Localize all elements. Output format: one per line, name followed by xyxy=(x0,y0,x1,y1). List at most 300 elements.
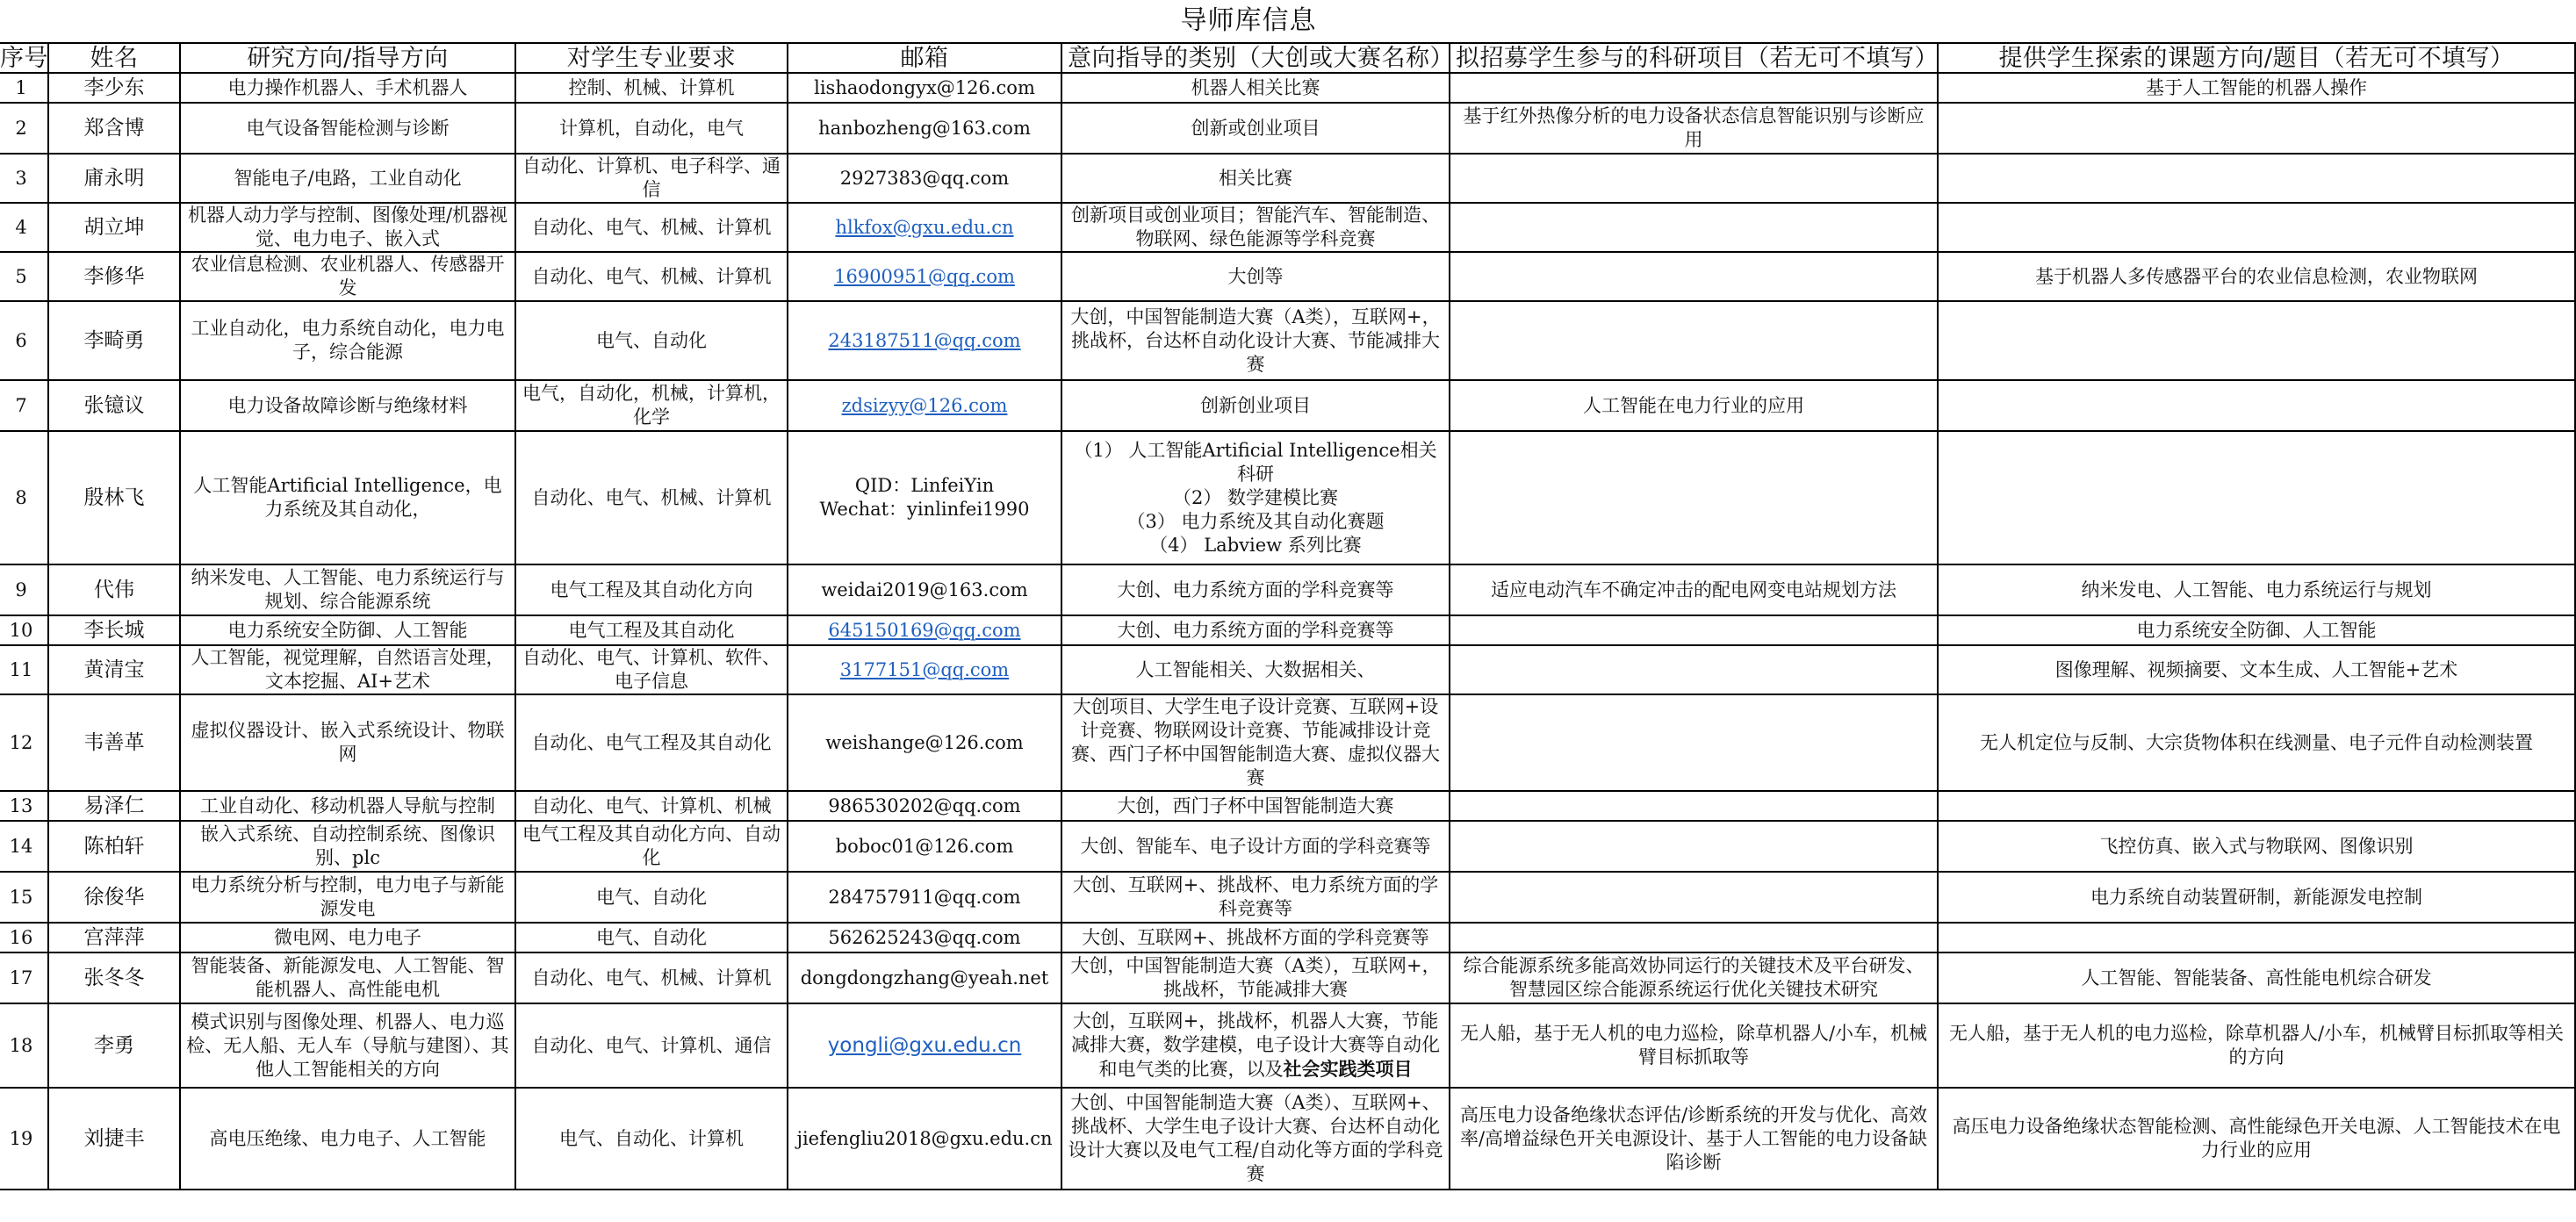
cell-category xyxy=(1061,431,1450,564)
cell-name xyxy=(48,564,180,615)
cell-name xyxy=(48,252,180,301)
cell-category xyxy=(1061,73,1450,103)
cell-text: 自动化、电气、机械、计算机 xyxy=(531,967,772,988)
cell-text: 李少东 xyxy=(83,75,145,99)
cell-text: 15 xyxy=(9,886,33,908)
cell-major xyxy=(515,380,788,431)
cell-category xyxy=(1061,380,1450,431)
cell-direction xyxy=(180,645,515,694)
cell-text: （3） 电力系统及其自动化赛题 xyxy=(1126,510,1385,532)
cell-direction xyxy=(180,791,515,821)
cell-direction xyxy=(180,203,515,252)
cell-text: 大创等 xyxy=(1227,265,1284,287)
cell-major xyxy=(515,203,788,252)
cell-name xyxy=(48,103,180,154)
cell-text: 13 xyxy=(9,794,33,816)
header-topic: 提供学生探索的课题方向/题目（若无可不填写） xyxy=(1938,43,2575,73)
cell-name xyxy=(48,923,180,952)
cell-name xyxy=(48,791,180,821)
cell-email xyxy=(788,154,1061,203)
cell-text: 微电网、电力电子 xyxy=(274,926,421,948)
cell-number xyxy=(0,615,48,645)
cell-major xyxy=(515,154,788,203)
cell-text: 11 xyxy=(9,658,33,680)
cell-text: 模式识别与图像处理、机器人、电力巡检、无人船、无人车（导航与建图）、其他人工智能相关的方向 xyxy=(186,1010,509,1080)
cell-text: 自动化、电气工程及其自动化 xyxy=(531,731,772,753)
cell-email xyxy=(788,103,1061,154)
cell-text: 大创，中国智能制造大赛（A类），互联网+，挑战杯，节能减排大赛 xyxy=(1070,955,1441,1000)
cell-name xyxy=(48,952,180,1003)
cell-topic xyxy=(1938,154,2575,203)
cell-text: 大创、电力系统方面的学科竞赛等 xyxy=(1117,619,1394,641)
table-row xyxy=(0,301,2575,380)
cell-number xyxy=(0,203,48,252)
cell-text: 韦善革 xyxy=(83,730,145,754)
cell-category xyxy=(1061,154,1450,203)
cell-text: 黄清宝 xyxy=(83,658,145,681)
cell-text: 电力系统自动装置研制，新能源发电控制 xyxy=(2090,886,2422,908)
cell-major xyxy=(515,252,788,301)
header-direction: 研究方向/指导方向 xyxy=(180,43,515,73)
cell-category xyxy=(1061,301,1450,380)
table-row xyxy=(0,1088,2575,1190)
cell-text: 代伟 xyxy=(94,578,134,601)
cell-category xyxy=(1061,1003,1450,1088)
cell-text: hanbozheng@163.com xyxy=(818,117,1031,139)
cell-text: 创新或创业项目 xyxy=(1191,117,1320,139)
cell-name xyxy=(48,1003,180,1088)
cell-number xyxy=(0,1003,48,1088)
cell-major xyxy=(515,694,788,791)
cell-major xyxy=(515,564,788,615)
cell-email[interactable] xyxy=(788,645,1061,694)
cell-text: 电气、自动化 xyxy=(596,886,707,908)
cell-text: 纳米发电、人工智能、电力系统运行与规划 xyxy=(2081,579,2432,600)
cell-text: 大创，西门子杯中国智能制造大赛 xyxy=(1117,794,1394,816)
cell-text: 计算机，自动化，电气 xyxy=(559,117,744,139)
cell-text: 人工智能，视觉理解，自然语言处理，文本挖掘、AI+艺术 xyxy=(191,647,505,692)
cell-direction xyxy=(180,615,515,645)
cell-topic xyxy=(1938,380,2575,431)
cell-text: 自动化、电气、计算机、通信 xyxy=(531,1034,772,1056)
cell-number xyxy=(0,301,48,380)
cell-category xyxy=(1061,615,1450,645)
cell-text: lishaodongyx@126.com xyxy=(814,76,1035,98)
cell-name xyxy=(48,821,180,872)
cell-text: （4） Labview 系列比赛 xyxy=(1149,534,1362,556)
email-link[interactable]: 3177151@qq.com xyxy=(839,658,1010,680)
cell-email xyxy=(788,694,1061,791)
cell-email xyxy=(788,952,1061,1003)
cell-number xyxy=(0,103,48,154)
cell-project xyxy=(1450,73,1938,103)
cell-text: 人工智能在电力行业的应用 xyxy=(1583,394,1804,416)
cell-project xyxy=(1450,694,1938,791)
header-name: 姓名 xyxy=(48,43,180,73)
cell-major xyxy=(515,103,788,154)
cell-text: 1 xyxy=(15,76,27,98)
cell-text: 胡立坤 xyxy=(83,215,145,239)
cell-text: 2 xyxy=(15,117,27,139)
header-row xyxy=(0,43,2575,73)
cell-email[interactable] xyxy=(788,252,1061,301)
cell-text: 虚拟仪器设计、嵌入式系统设计、物联网 xyxy=(191,720,505,765)
cell-text: 李畸勇 xyxy=(83,328,145,352)
cell-direction xyxy=(180,1088,515,1190)
cell-text: 高压电力设备绝缘状态评估/诊断系统的开发与优化、高效率/高增益绿色开关电源设计、基于人工智能的电力设备缺陷诊断 xyxy=(1459,1103,1928,1173)
cell-text: 3 xyxy=(15,167,27,189)
cell-text-bold: 社会实践类项目 xyxy=(1283,1058,1413,1080)
cell-email xyxy=(788,1088,1061,1190)
cell-text: 创新创业项目 xyxy=(1200,394,1311,416)
cell-text: 张镱议 xyxy=(83,393,145,417)
cell-number xyxy=(0,252,48,301)
cell-text: 徐俊华 xyxy=(83,885,145,909)
cell-name xyxy=(48,431,180,564)
table-row xyxy=(0,73,2575,103)
cell-name xyxy=(48,154,180,203)
cell-email[interactable] xyxy=(788,301,1061,380)
cell-project xyxy=(1450,564,1938,615)
email-link[interactable]: 645150169@qq.com xyxy=(828,619,1021,641)
cell-text: 基于机器人多传感器平台的农业信息检测，农业物联网 xyxy=(2035,265,2478,287)
cell-direction xyxy=(180,154,515,203)
page-title: 导师库信息 xyxy=(1180,5,1317,36)
cell-text: 人工智能Artificial Intelligence，电力系统及其自动化， xyxy=(193,475,502,520)
cell-text: 电气，自动化，机械，计算机，化学 xyxy=(522,383,781,428)
cell-text: Wechat：yinlinfei1990 xyxy=(819,499,1030,520)
cell-text: 基于红外热像分析的电力设备状态信息智能识别与诊断应用 xyxy=(1463,105,1925,150)
table-row xyxy=(0,615,2575,645)
cell-major xyxy=(515,872,788,923)
cell-direction xyxy=(180,1003,515,1088)
cell-text: 易泽仁 xyxy=(83,794,145,817)
cell-topic xyxy=(1938,821,2575,872)
cell-email[interactable] xyxy=(788,380,1061,431)
email-link[interactable]: 16900951@qq.com xyxy=(834,265,1015,287)
cell-project xyxy=(1450,154,1938,203)
cell-text: 电气设备智能检测与诊断 xyxy=(246,117,450,139)
cell-topic xyxy=(1938,1003,2575,1088)
cell-text: 电气工程及其自动化方向 xyxy=(550,579,753,600)
table-row xyxy=(0,645,2575,694)
table-row xyxy=(0,923,2575,952)
cell-number xyxy=(0,952,48,1003)
cell-text: 自动化、电气、机械、计算机 xyxy=(531,216,772,238)
cell-number xyxy=(0,694,48,791)
cell-text: 12 xyxy=(9,731,33,753)
cell-major xyxy=(515,923,788,952)
cell-text: 适应电动汽车不确定冲击的配电网变电站规划方法 xyxy=(1491,579,1896,600)
cell-number xyxy=(0,431,48,564)
table-row xyxy=(0,694,2575,791)
cell-direction xyxy=(180,872,515,923)
cell-number xyxy=(0,821,48,872)
cell-text: 图像理解、视频摘要、文本生成、人工智能+艺术 xyxy=(2054,658,2458,680)
cell-text: 李长城 xyxy=(83,618,145,642)
cell-direction xyxy=(180,380,515,431)
table-row xyxy=(0,103,2575,154)
header-category: 意向指导的类别（大创或大赛名称） xyxy=(1061,43,1450,73)
mentor-table xyxy=(0,42,2576,1190)
cell-text: 李勇 xyxy=(94,1033,134,1057)
table-row xyxy=(0,252,2575,301)
cell-text: 5 xyxy=(15,265,27,287)
cell-text: 自动化、电气、机械、计算机 xyxy=(531,265,772,287)
cell-name xyxy=(48,380,180,431)
header-email: 邮箱 xyxy=(788,43,1061,73)
cell-text: 陈柏轩 xyxy=(83,834,145,858)
cell-name xyxy=(48,872,180,923)
cell-text: jiefengliu2018@gxu.edu.cn xyxy=(796,1127,1053,1149)
cell-text: 大创、智能车、电子设计方面的学科竞赛等 xyxy=(1080,835,1431,857)
cell-email xyxy=(788,564,1061,615)
cell-text: 机器人相关比赛 xyxy=(1191,76,1320,98)
cell-text: 大创、互联网+、挑战杯、电力系统方面的学科竞赛等 xyxy=(1072,874,1439,919)
cell-text: 工业自动化、移动机器人导航与控制 xyxy=(200,794,495,816)
cell-text: 电气工程及其自动化 xyxy=(568,619,735,641)
cell-project xyxy=(1450,872,1938,923)
cell-category xyxy=(1061,645,1450,694)
cell-category xyxy=(1061,252,1450,301)
cell-text: 张冬冬 xyxy=(83,966,145,989)
cell-text: 电力系统安全防御、人工智能 xyxy=(227,619,468,641)
cell-project xyxy=(1450,431,1938,564)
cell-direction xyxy=(180,952,515,1003)
cell-text: 基于人工智能的机器人操作 xyxy=(2146,76,2367,98)
cell-number xyxy=(0,1088,48,1190)
cell-text: 农业信息检测、农业机器人、传感器开发 xyxy=(191,254,505,298)
cell-major xyxy=(515,645,788,694)
cell-email[interactable] xyxy=(788,1003,1061,1088)
cell-email xyxy=(788,431,1061,564)
cell-text: 18 xyxy=(9,1034,33,1056)
table-row xyxy=(0,564,2575,615)
cell-text: 李修华 xyxy=(83,264,145,288)
cell-topic xyxy=(1938,923,2575,952)
cell-topic xyxy=(1938,103,2575,154)
cell-major xyxy=(515,1003,788,1088)
cell-text: 2927383@qq.com xyxy=(839,167,1010,189)
cell-category xyxy=(1061,821,1450,872)
cell-text: 郑含博 xyxy=(83,116,145,140)
cell-text: 人工智能相关、大数据相关、 xyxy=(1135,658,1376,680)
cell-project xyxy=(1450,380,1938,431)
cell-text: weishange@126.com xyxy=(825,731,1024,753)
table-row xyxy=(0,791,2575,821)
cell-direction xyxy=(180,252,515,301)
cell-category xyxy=(1061,923,1450,952)
cell-project xyxy=(1450,103,1938,154)
cell-major xyxy=(515,821,788,872)
cell-text: 284757911@qq.com xyxy=(828,886,1021,908)
cell-text: 自动化、电气、机械、计算机 xyxy=(531,486,772,508)
cell-name xyxy=(48,694,180,791)
table-row xyxy=(0,154,2575,203)
cell-project xyxy=(1450,645,1938,694)
cell-text: 4 xyxy=(15,216,27,238)
cell-number xyxy=(0,791,48,821)
table-row xyxy=(0,872,2575,923)
cell-text: 控制、机械、计算机 xyxy=(568,76,735,98)
cell-category xyxy=(1061,952,1450,1003)
cell-topic xyxy=(1938,791,2575,821)
cell-text: 电力设备故障诊断与绝缘材料 xyxy=(227,394,468,416)
cell-text: 大创、电力系统方面的学科竞赛等 xyxy=(1117,579,1394,600)
email-link[interactable]: zdsizyy@126.com xyxy=(841,394,1008,416)
cell-text: 工业自动化，电力系统自动化，电力电子，综合能源 xyxy=(191,318,505,363)
cell-text: 17 xyxy=(9,967,33,988)
cell-category xyxy=(1061,564,1450,615)
cell-text: 高压电力设备绝缘状态智能检测、高性能绿色开关电源、人工智能技术在电力行业的应用 xyxy=(1952,1116,2561,1161)
table-row xyxy=(0,952,2575,1003)
table-row xyxy=(0,821,2575,872)
cell-text: 8 xyxy=(15,486,27,508)
cell-project xyxy=(1450,1003,1938,1088)
cell-text: 9 xyxy=(15,579,27,600)
table-row xyxy=(0,203,2575,252)
email-link[interactable]: hlkfox@gxu.edu.cn xyxy=(835,216,1014,238)
cell-text: boboc01@126.com xyxy=(835,835,1014,857)
cell-major xyxy=(515,952,788,1003)
cell-category xyxy=(1061,203,1450,252)
header-no: 序号 xyxy=(0,43,48,73)
cell-email xyxy=(788,923,1061,952)
cell-major xyxy=(515,615,788,645)
cell-text: 电力系统分析与控制，电力电子与新能源发电 xyxy=(191,874,505,919)
cell-text: 大创、中国智能制造大赛（A类）、互联网+、挑战杯、大学生电子设计大赛、台达杯自动化设计大赛以及电气工程/自动化等方面的学科竞赛 xyxy=(1068,1092,1443,1184)
cell-email xyxy=(788,821,1061,872)
cell-name xyxy=(48,203,180,252)
cell-text: 高电压绝缘、电力电子、人工智能 xyxy=(209,1127,486,1149)
cell-topic xyxy=(1938,1088,2575,1190)
cell-direction xyxy=(180,431,515,564)
cell-direction xyxy=(180,694,515,791)
cell-category xyxy=(1061,103,1450,154)
cell-text: （2） 数学建模比赛 xyxy=(1172,486,1339,508)
cell-topic xyxy=(1938,252,2575,301)
header-project: 拟招募学生参与的科研项目（若无可不填写） xyxy=(1450,43,1938,73)
cell-text: 纳米发电、人工智能、电力系统运行与规划、综合能源系统 xyxy=(191,567,505,612)
cell-topic xyxy=(1938,952,2575,1003)
table-row xyxy=(0,431,2575,564)
cell-number xyxy=(0,73,48,103)
cell-number xyxy=(0,872,48,923)
cell-text: 殷林飞 xyxy=(83,485,145,509)
cell-project xyxy=(1450,821,1938,872)
cell-text: 6 xyxy=(15,329,27,351)
cell-major xyxy=(515,301,788,380)
cell-text: 电气、自动化 xyxy=(596,926,707,948)
cell-direction xyxy=(180,564,515,615)
cell-text: 7 xyxy=(15,394,27,416)
cell-text: 机器人动力学与控制、图像处理/机器视觉、电力电子、嵌入式 xyxy=(187,205,508,249)
cell-name xyxy=(48,615,180,645)
cell-category xyxy=(1061,1088,1450,1190)
cell-text: 电气、自动化 xyxy=(596,329,707,351)
cell-name xyxy=(48,301,180,380)
cell-text: 飞控仿真、嵌入式与物联网、图像识别 xyxy=(2099,835,2414,857)
cell-number xyxy=(0,380,48,431)
cell-text: 电气工程及其自动化方向、自动化 xyxy=(522,823,781,868)
cell-topic xyxy=(1938,872,2575,923)
email-link[interactable]: yongli@gxu.edu.cn xyxy=(827,1033,1022,1057)
cell-text: 人工智能、智能装备、高性能电机综合研发 xyxy=(2081,967,2432,988)
cell-text: 自动化、计算机、电子科学、通信 xyxy=(522,155,781,200)
cell-text: 大创，中国智能制造大赛（A类），互联网+，挑战杯，台达杯自动化设计大赛、节能减排大赛 xyxy=(1070,306,1441,375)
cell-text: 大创、互联网+、挑战杯方面的学科竞赛等 xyxy=(1082,926,1429,948)
cell-text: 创新项目或创业项目；智能汽车、智能制造、物联网、绿色能源等学科竞赛 xyxy=(1071,205,1440,249)
cell-topic xyxy=(1938,73,2575,103)
cell-name xyxy=(48,1088,180,1190)
cell-text: 986530202@qq.com xyxy=(828,794,1021,816)
cell-email[interactable] xyxy=(788,615,1061,645)
cell-email[interactable] xyxy=(788,203,1061,252)
cell-project xyxy=(1450,791,1938,821)
cell-text: 嵌入式系统、自动控制系统、图像识别、plc xyxy=(200,823,495,868)
cell-text: 562625243@qq.com xyxy=(828,926,1021,948)
cell-topic xyxy=(1938,431,2575,564)
cell-number xyxy=(0,645,48,694)
cell-direction xyxy=(180,923,515,952)
cell-major xyxy=(515,431,788,564)
cell-text: QID：LinfeiYin xyxy=(854,475,995,496)
cell-topic xyxy=(1938,301,2575,380)
cell-text: weidai2019@163.com xyxy=(821,579,1028,600)
cell-text: 16 xyxy=(9,926,33,948)
cell-direction xyxy=(180,103,515,154)
cell-project xyxy=(1450,203,1938,252)
cell-major xyxy=(515,791,788,821)
cell-text: 大创项目、大学生电子设计竞赛、互联网+设计竞赛、物联网设计竞赛、节能减排设计竞赛、西门子杯中国智能制造大赛、虚拟仪器大赛 xyxy=(1071,696,1440,788)
cell-text: 电气、自动化、计算机 xyxy=(559,1127,744,1149)
cell-text: 电力系统安全防御、人工智能 xyxy=(2136,619,2377,641)
cell-text: 大创，互联网+，挑战杯，机器人大赛，节能减排大赛，数学建模，电子设计大赛等自动化和电气类的比赛，以及 xyxy=(1071,1010,1440,1080)
cell-text: 自动化、电气、计算机、软件、电子信息 xyxy=(522,647,781,692)
cell-text: 综合能源系统多能高效协同运行的关键技术及平台研发、智慧园区综合能源系统运行优化关键技术研究 xyxy=(1463,955,1925,1000)
cell-project xyxy=(1450,952,1938,1003)
cell-project xyxy=(1450,1088,1938,1190)
cell-category xyxy=(1061,791,1450,821)
cell-major xyxy=(515,1088,788,1190)
cell-project xyxy=(1450,923,1938,952)
cell-number xyxy=(0,923,48,952)
cell-topic xyxy=(1938,645,2575,694)
cell-text: dongdongzhang@yeah.net xyxy=(800,967,1049,988)
cell-topic xyxy=(1938,564,2575,615)
cell-text: 刘捷丰 xyxy=(83,1126,145,1150)
cell-text: （1） 人工智能Artificial Intelligence相关科研 xyxy=(1074,439,1437,485)
cell-topic xyxy=(1938,694,2575,791)
cell-email xyxy=(788,791,1061,821)
email-link[interactable]: 243187511@qq.com xyxy=(828,329,1021,351)
cell-text: 无人机定位与反制、大宗货物体积在线测量、电子元件自动检测装置 xyxy=(1980,731,2533,753)
cell-text: 智能装备、新能源发电、人工智能、智能机器人、高性能电机 xyxy=(191,955,505,1000)
cell-direction xyxy=(180,301,515,380)
cell-major xyxy=(515,73,788,103)
cell-text: 14 xyxy=(9,835,33,857)
cell-text: 相关比赛 xyxy=(1219,167,1292,189)
cell-email xyxy=(788,872,1061,923)
cell-name xyxy=(48,73,180,103)
header-major: 对学生专业要求 xyxy=(515,43,788,73)
cell-topic xyxy=(1938,615,2575,645)
cell-direction xyxy=(180,821,515,872)
cell-project xyxy=(1450,252,1938,301)
cell-category xyxy=(1061,872,1450,923)
cell-text: 庯永明 xyxy=(83,166,145,190)
cell-email xyxy=(788,73,1061,103)
